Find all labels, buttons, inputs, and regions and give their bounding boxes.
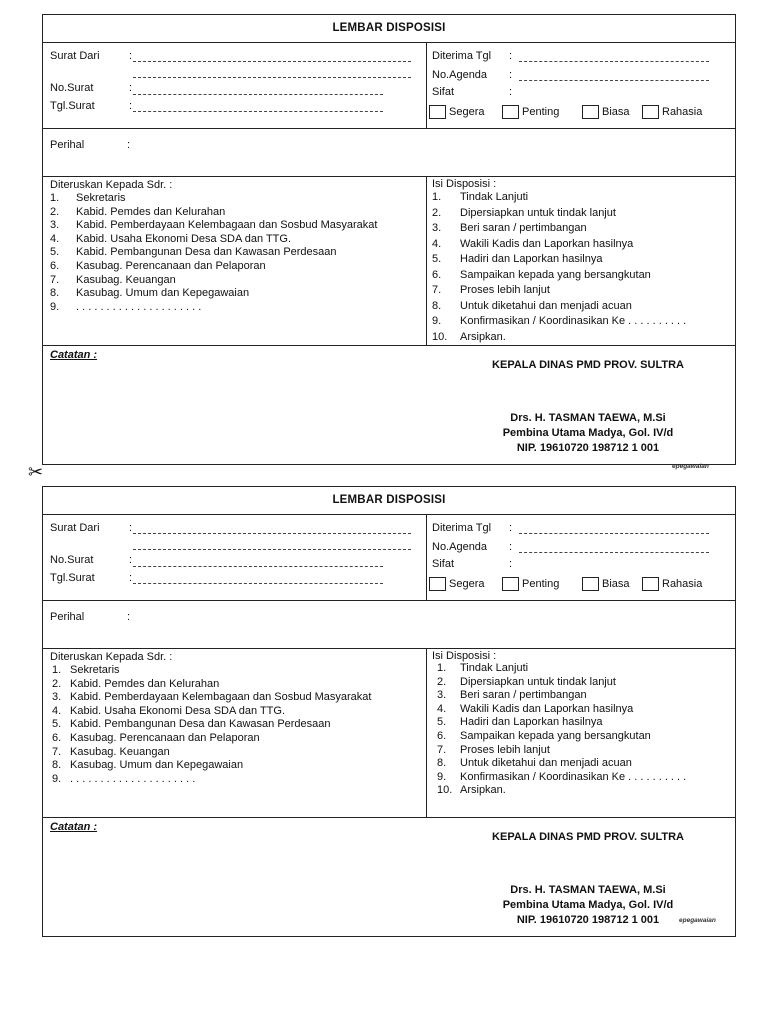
- no-surat-label: No.Surat: [50, 554, 94, 566]
- isi-heading: Isi Disposisi :: [432, 178, 497, 190]
- tgl-surat-label: Tgl.Surat: [50, 572, 95, 584]
- signer-office: KEPALA DINAS PMD PROV. SULTRA: [492, 831, 684, 843]
- diteruskan-item[interactable]: [52, 691, 426, 705]
- footer-label: epegawaian: [672, 463, 709, 470]
- item-text: Untuk diketahui dan menjadi acuan: [460, 757, 632, 770]
- diterima-tgl-field[interactable]: [519, 61, 709, 62]
- item-text: Sekretaris: [70, 664, 120, 676]
- diteruskan-item[interactable]: [52, 773, 426, 787]
- letter-info-row: [43, 515, 735, 601]
- diteruskan-section: [43, 649, 427, 817]
- diteruskan-item[interactable]: [50, 192, 426, 206]
- sifat-option-rahasia[interactable]: [642, 577, 702, 591]
- item-text: Kasubag. Keuangan: [70, 745, 170, 758]
- receipt-info: [427, 515, 735, 600]
- item-number: 6.: [52, 731, 62, 744]
- item-text: Kasubag. Umum dan Kepegawaian: [70, 759, 244, 772]
- item-number: 2.: [432, 206, 442, 219]
- item-text: Tindak Lanjuti: [460, 662, 529, 674]
- sifat-option-label: Segera: [449, 106, 485, 118]
- diteruskan-item[interactable]: [50, 219, 426, 233]
- perihal-label: Perihal: [50, 611, 85, 623]
- isi-heading: Isi Disposisi :: [432, 650, 497, 662]
- item-text: Untuk diketahui dan menjadi acuan: [460, 299, 632, 312]
- item-number: 4.: [437, 702, 447, 715]
- item-number: 3.: [50, 219, 60, 232]
- item-number: 7.: [437, 743, 447, 756]
- item-number: 1.: [50, 192, 60, 204]
- isi-item[interactable]: [437, 784, 735, 798]
- diteruskan-item[interactable]: [52, 664, 426, 678]
- surat-dari-label: Surat Dari: [50, 522, 100, 534]
- item-text: . . . . . . . . . . . . . . . . . . . . .: [76, 300, 202, 313]
- item-text: Kabid. Pemdes dan Kelurahan: [70, 677, 220, 690]
- item-number: 2.: [50, 205, 60, 218]
- isi-item[interactable]: [432, 252, 735, 268]
- diteruskan-item[interactable]: [52, 732, 426, 746]
- isi-item[interactable]: [432, 330, 735, 346]
- isi-list: [427, 662, 735, 798]
- diteruskan-item[interactable]: [50, 287, 426, 301]
- sifat-option-label: Rahasia: [662, 106, 703, 118]
- item-number: 3.: [437, 689, 447, 702]
- item-text: Konfirmasikan / Koordinasikan Ke . . . . . . . . . .: [460, 770, 687, 783]
- sifat-option-rahasia[interactable]: [642, 105, 702, 119]
- diteruskan-item[interactable]: [52, 746, 426, 760]
- item-text: Proses lebih lanjut: [460, 284, 550, 296]
- surat-dari-field[interactable]: [133, 61, 411, 62]
- item-text: Kabid. Pembangunan Desa dan Kawasan Perdesaan: [70, 718, 331, 731]
- item-number: 3.: [52, 691, 62, 704]
- colon: :: [509, 86, 513, 98]
- form-title: LEMBAR DISPOSISI: [43, 15, 735, 43]
- sifat-option-segera[interactable]: [429, 105, 484, 119]
- diteruskan-list: [43, 664, 426, 786]
- signer-nip: NIP. 19610720 198712 1 001: [516, 914, 660, 926]
- item-number: 1.: [432, 191, 442, 203]
- item-text: Kasubag. Perencanaan dan Pelaporan: [76, 259, 266, 272]
- item-text: Kabid. Usaha Ekonomi Desa SDA dan TTG.: [70, 704, 286, 717]
- isi-item[interactable]: [437, 676, 735, 690]
- receipt-info: [427, 43, 735, 128]
- item-text: Wakili Kadis dan Laporkan hasilnya: [460, 702, 634, 715]
- diterima-tgl-label: Diterima Tgl: [432, 50, 492, 62]
- diteruskan-list: [43, 192, 426, 314]
- item-number: 7.: [50, 273, 60, 286]
- item-number: 7.: [432, 284, 442, 296]
- colon: :: [127, 611, 131, 623]
- perihal-row: [43, 601, 735, 649]
- item-text: Hadiri dan Laporkan hasilnya: [460, 716, 603, 729]
- tgl-surat-field[interactable]: [133, 583, 383, 584]
- no-agenda-field[interactable]: [519, 552, 709, 553]
- isi-item[interactable]: [432, 237, 735, 253]
- letter-info-row: [43, 43, 735, 129]
- isi-item[interactable]: [432, 221, 735, 237]
- diteruskan-item[interactable]: [50, 301, 426, 315]
- item-number: 8.: [432, 299, 442, 312]
- no-agenda-field[interactable]: [519, 80, 709, 81]
- diteruskan-item[interactable]: [52, 759, 426, 773]
- no-surat-label: No.Surat: [50, 82, 94, 94]
- item-text: Beri saran / pertimbangan: [460, 222, 587, 234]
- item-number: 9.: [432, 315, 442, 327]
- diteruskan-heading: Diteruskan Kepada Sdr. :: [50, 651, 173, 663]
- colon: :: [129, 82, 133, 94]
- no-agenda-label: No.Agenda: [432, 541, 488, 553]
- diteruskan-section: [43, 177, 427, 345]
- isi-item[interactable]: [432, 206, 735, 222]
- item-text: Kabid. Pemdes dan Kelurahan: [76, 205, 226, 218]
- form-title: LEMBAR DISPOSISI: [43, 487, 735, 515]
- distribution-row: [43, 649, 735, 818]
- tgl-surat-label: Tgl.Surat: [50, 100, 95, 112]
- checkbox[interactable]: [429, 105, 446, 119]
- catatan-row: [43, 818, 735, 936]
- isi-item[interactable]: [437, 716, 735, 730]
- perihal-row: [43, 129, 735, 177]
- catatan-row: [43, 346, 735, 464]
- colon: :: [129, 522, 133, 534]
- isi-item[interactable]: [437, 703, 735, 717]
- checkbox[interactable]: [582, 577, 599, 591]
- catatan-label: Catatan :: [50, 821, 98, 833]
- diterima-tgl-field[interactable]: [519, 533, 709, 534]
- diteruskan-item[interactable]: [52, 705, 426, 719]
- no-agenda-label: No.Agenda: [432, 69, 488, 81]
- surat-dari-field-line2[interactable]: [133, 549, 411, 550]
- diteruskan-item[interactable]: [50, 233, 426, 247]
- colon: :: [509, 522, 513, 534]
- isi-item[interactable]: [432, 190, 735, 206]
- no-surat-field[interactable]: [133, 566, 383, 567]
- catatan-label: Catatan :: [50, 349, 98, 361]
- diteruskan-item[interactable]: [52, 678, 426, 692]
- signature-space: [443, 845, 733, 883]
- signature-block: [443, 358, 733, 456]
- item-number: 1.: [437, 662, 447, 674]
- item-text: Kabid. Usaha Ekonomi Desa SDA dan TTG.: [76, 232, 292, 245]
- item-text: Proses lebih lanjut: [460, 743, 550, 756]
- item-number: 4.: [50, 232, 60, 245]
- item-number: 10.: [432, 330, 448, 343]
- signature-block: [443, 830, 733, 928]
- item-text: Konfirmasikan / Koordinasikan Ke . . . . . . . . . .: [460, 315, 687, 327]
- diteruskan-item[interactable]: [50, 274, 426, 288]
- item-number: 8.: [437, 757, 447, 770]
- sifat-option-penting[interactable]: [502, 577, 559, 591]
- item-number: 2.: [52, 677, 62, 690]
- signer-name: Drs. H. TASMAN TAEWA, M.Si: [510, 412, 666, 424]
- item-number: 5.: [52, 718, 62, 731]
- item-number: 8.: [50, 287, 60, 300]
- colon: :: [509, 50, 513, 62]
- scissors-icon: ✂: [28, 462, 44, 482]
- item-text: Kabid. Pemberdayaan Kelembagaan dan Sosbud Masyarakat: [76, 219, 378, 232]
- item-number: 7.: [52, 745, 62, 758]
- isi-item[interactable]: [437, 689, 735, 703]
- sifat-option-label: Biasa: [602, 106, 630, 118]
- item-text: Kasubag. Perencanaan dan Pelaporan: [70, 731, 260, 744]
- diteruskan-item[interactable]: [50, 206, 426, 220]
- item-text: Kabid. Pemberdayaan Kelembagaan dan Sosbud Masyarakat: [70, 691, 372, 704]
- sifat-option-segera[interactable]: [429, 577, 484, 591]
- item-text: Dipersiapkan untuk tindak lanjut: [460, 675, 616, 688]
- perihal-label: Perihal: [50, 139, 85, 151]
- checkbox[interactable]: [429, 577, 446, 591]
- item-text: Beri saran / pertimbangan: [460, 689, 587, 702]
- colon: :: [129, 572, 133, 584]
- item-text: Arsipkan.: [460, 330, 506, 343]
- isi-list: [427, 190, 735, 345]
- colon: :: [129, 50, 133, 62]
- isi-item[interactable]: [437, 744, 735, 758]
- colon: :: [509, 558, 513, 570]
- checkbox[interactable]: [642, 577, 659, 591]
- colon: :: [129, 100, 133, 112]
- isi-item[interactable]: [437, 730, 735, 744]
- isi-item[interactable]: [432, 314, 735, 330]
- colon: :: [127, 139, 131, 151]
- item-text: Arsipkan.: [460, 784, 506, 797]
- item-text: Tindak Lanjuti: [460, 191, 529, 203]
- surat-dari-field-line2[interactable]: [133, 77, 411, 78]
- isi-item[interactable]: [437, 662, 735, 676]
- checkbox[interactable]: [582, 105, 599, 119]
- item-text: Kasubag. Keuangan: [76, 273, 176, 286]
- item-number: 5.: [437, 716, 447, 729]
- item-number: 6.: [432, 268, 442, 281]
- signature-space: [443, 373, 733, 411]
- item-text: . . . . . . . . . . . . . . . . . . . . .: [70, 772, 196, 785]
- disposition-form-2: [42, 486, 736, 937]
- distribution-row: [43, 177, 735, 346]
- signer-nip: NIP. 19610720 198712 1 001: [516, 442, 660, 454]
- signer-name: Drs. H. TASMAN TAEWA, M.Si: [510, 884, 666, 896]
- sifat-option-label: Biasa: [602, 578, 630, 590]
- sifat-option-penting[interactable]: [502, 105, 559, 119]
- diteruskan-item[interactable]: [52, 718, 426, 732]
- tgl-surat-field[interactable]: [133, 111, 383, 112]
- isi-disposisi-section: [427, 177, 735, 345]
- item-number: 6.: [50, 259, 60, 272]
- item-text: Kabid. Pembangunan Desa dan Kawasan Perdesaan: [76, 246, 337, 259]
- surat-dari-field[interactable]: [133, 533, 411, 534]
- item-text: Kasubag. Umum dan Kepegawaian: [76, 287, 250, 300]
- diteruskan-heading: Diteruskan Kepada Sdr. :: [50, 179, 173, 191]
- isi-item[interactable]: [437, 757, 735, 771]
- item-number: 4.: [52, 704, 62, 717]
- diterima-tgl-label: Diterima Tgl: [432, 522, 492, 534]
- item-number: 5.: [432, 253, 442, 265]
- sifat-option-label: Segera: [449, 578, 485, 590]
- item-number: 10.: [437, 784, 453, 797]
- item-text: Sampaikan kepada yang bersangkutan: [460, 268, 651, 281]
- signer-rank: Pembina Utama Madya, Gol. IV/d: [502, 427, 674, 439]
- sifat-label: Sifat: [432, 558, 455, 570]
- item-text: Sampaikan kepada yang bersangkutan: [460, 729, 651, 742]
- diteruskan-item[interactable]: [50, 260, 426, 274]
- isi-item[interactable]: [437, 771, 735, 785]
- item-number: 2.: [437, 675, 447, 688]
- colon: :: [129, 554, 133, 566]
- item-number: 4.: [432, 237, 442, 250]
- item-number: 5.: [50, 246, 60, 259]
- item-number: 3.: [432, 222, 442, 234]
- sifat-option-label: Rahasia: [662, 578, 703, 590]
- colon: :: [509, 69, 513, 81]
- item-text: Hadiri dan Laporkan hasilnya: [460, 253, 603, 265]
- sifat-option-label: Penting: [522, 106, 560, 118]
- signer-rank: Pembina Utama Madya, Gol. IV/d: [502, 899, 674, 911]
- isi-item[interactable]: [432, 268, 735, 284]
- disposition-form-1: [42, 14, 736, 465]
- surat-dari-label: Surat Dari: [50, 50, 100, 62]
- item-text: Dipersiapkan untuk tindak lanjut: [460, 206, 616, 219]
- checkbox[interactable]: [502, 105, 519, 119]
- footer-label: epegawaian: [679, 917, 716, 924]
- sifat-option-label: Penting: [522, 578, 560, 590]
- colon: :: [509, 541, 513, 553]
- checkbox[interactable]: [642, 105, 659, 119]
- item-number: 8.: [52, 759, 62, 772]
- item-number: 9.: [52, 772, 62, 785]
- checkbox[interactable]: [502, 577, 519, 591]
- item-number: 1.: [52, 664, 62, 676]
- item-text: Sekretaris: [76, 192, 126, 204]
- sifat-label: Sifat: [432, 86, 455, 98]
- no-surat-field[interactable]: [133, 94, 383, 95]
- letter-info: [43, 43, 427, 128]
- isi-item[interactable]: [432, 299, 735, 315]
- item-number: 9.: [437, 770, 447, 783]
- isi-disposisi-section: [427, 649, 735, 817]
- isi-item[interactable]: [432, 283, 735, 299]
- item-number: 9.: [50, 300, 60, 313]
- sifat-option-biasa[interactable]: [582, 105, 630, 119]
- sifat-option-biasa[interactable]: [582, 577, 630, 591]
- item-text: Wakili Kadis dan Laporkan hasilnya: [460, 237, 634, 250]
- item-number: 6.: [437, 729, 447, 742]
- letter-info: [43, 515, 427, 600]
- diteruskan-item[interactable]: [50, 246, 426, 260]
- signer-office: KEPALA DINAS PMD PROV. SULTRA: [492, 359, 684, 371]
